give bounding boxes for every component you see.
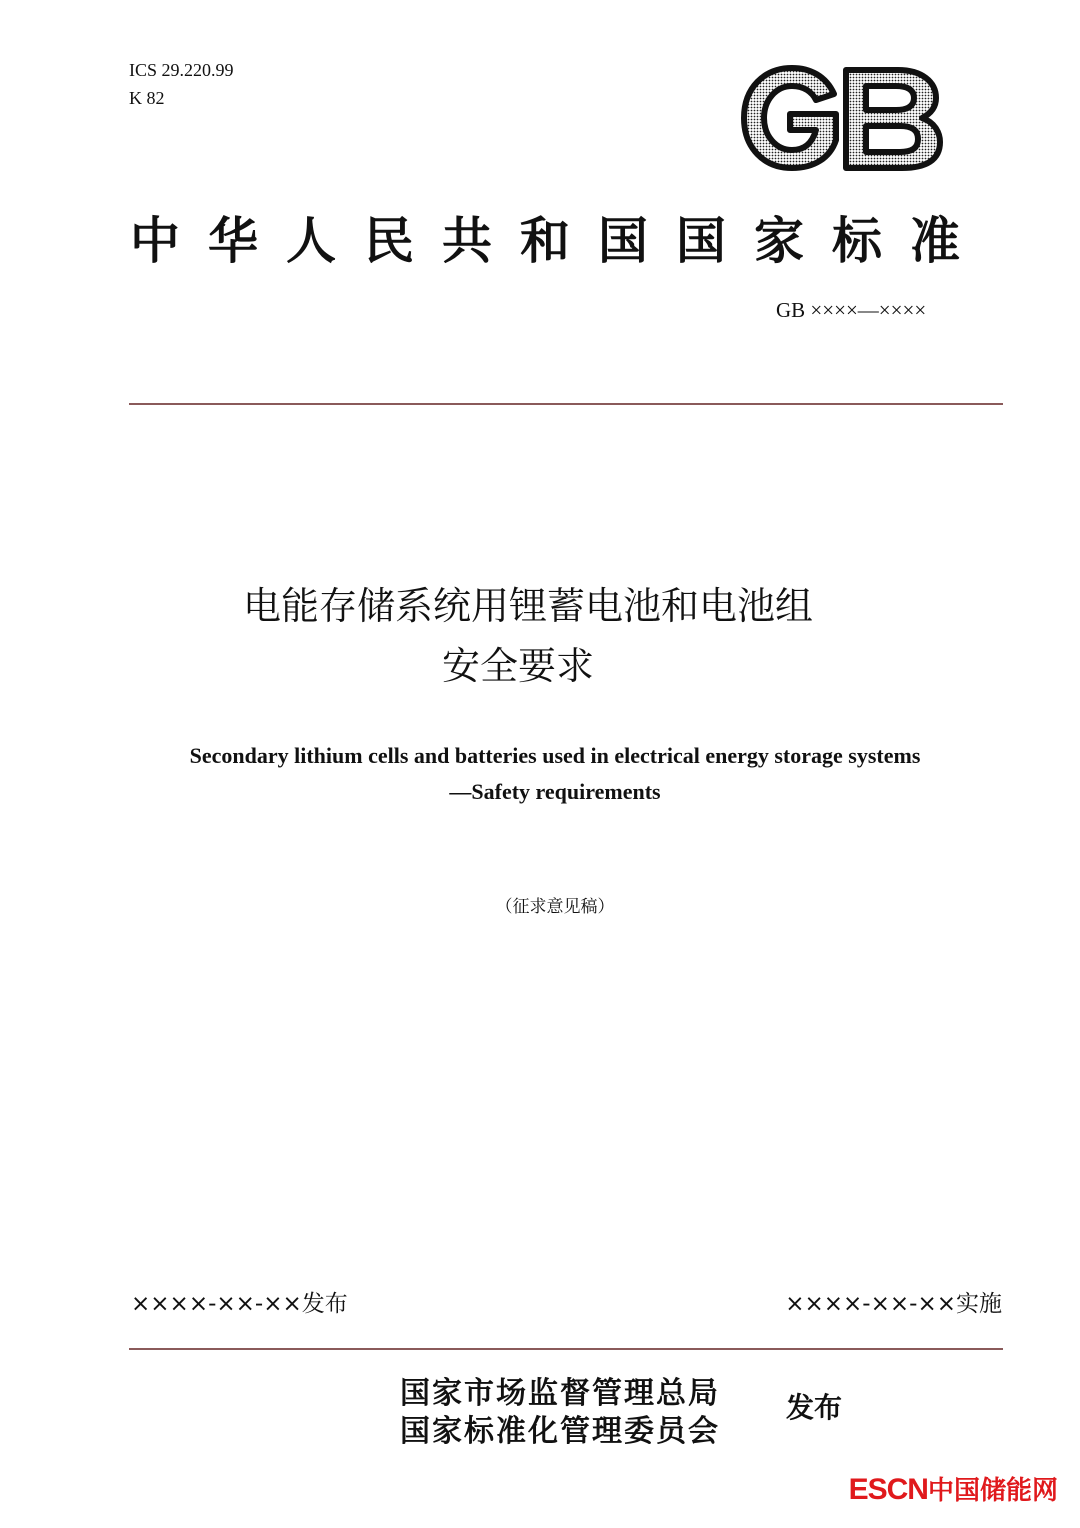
standard-number: GB ××××—×××× [776,298,927,322]
publisher-agency-2: 国家标准化管理委员会 [400,1414,720,1449]
watermark-name: 中国储能网 [927,1476,1058,1506]
bottom-divider [129,1348,1003,1350]
ccs-code: K 82 [129,88,165,108]
publish-label: 发布 [786,1391,843,1424]
document-title-cn-line1: 电能存储系统用锂蓄电池和电池组 [242,584,813,628]
escn-watermark [849,1470,1058,1514]
gb-logo-icon [738,64,944,172]
document-title-en-line1: Secondary lithium cells and batteries used in electrical energy storage systems [189,743,921,768]
document-title-cn-line2: 安全要求 [441,644,594,688]
classification-codes [129,56,234,112]
watermark-brand: ESCN [848,1473,928,1506]
publisher-agency-1: 国家市场监督管理总局 [400,1376,720,1411]
standard-category-title: 中华人民共和国国家标准 [130,212,988,270]
issue-date: ××××-××-××发布 [131,1291,348,1317]
draft-status: （征求意见稿） [495,897,615,917]
document-title-en-line2: —Safety requirements [449,779,661,804]
implementation-date: ××××-××-××实施 [785,1291,1002,1317]
top-divider [129,403,1003,405]
ics-code: ICS 29.220.99 [129,60,234,80]
